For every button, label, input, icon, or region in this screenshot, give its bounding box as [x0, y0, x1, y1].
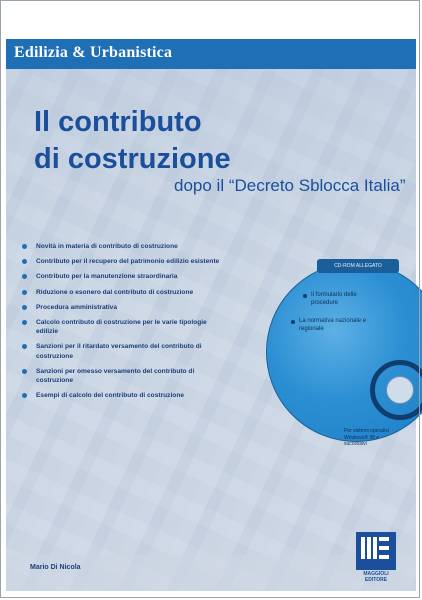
cd-item-formulario: Il formulario delle procedure	[311, 292, 357, 306]
publisher-name: MAGGIOLI EDITORE	[363, 571, 389, 583]
list-item-text: Contributo per il recupero del patrimonio edilizio esistente	[36, 258, 220, 266]
list-item-text: Sanzioni per omesso versamento del contributo di costruzione	[36, 367, 195, 385]
list-item-text: Procedura amministrativa	[36, 303, 117, 311]
series-label: Edilizia & Urbanistica	[14, 44, 173, 61]
cd-item-normativa: La normativa nazionale e regionale	[299, 318, 367, 332]
author-name: Mario Di Nicola	[30, 564, 81, 571]
list-item-text: Riduzione o esonero dal contributo di costruzione	[36, 288, 194, 296]
book-subtitle: dopo il “Decreto Sblocca Italia”	[174, 176, 406, 195]
cd-requirements: Per sistemi operativi Windows® 98 e successivi	[344, 428, 390, 447]
cd-badge: CD-ROM ALLEGATO	[317, 259, 399, 273]
title-line-1: Il contributo	[34, 106, 202, 138]
list-item-text: Novità in materia di contributo di costruzione	[36, 243, 178, 250]
title-line-2: di costruzione	[34, 143, 231, 175]
list-item-text: Contributo per la manutenzione straordinaria	[36, 273, 178, 281]
list-item-text: Calcolo contributo di costruzione per le varie tipologie edilizie	[36, 319, 207, 336]
list-item-text: Sanzioni per il ritardato versamento del contributo di costruzione	[36, 343, 202, 360]
list-item-text: Esempi di calcolo del contributo di costruzione	[36, 392, 185, 400]
